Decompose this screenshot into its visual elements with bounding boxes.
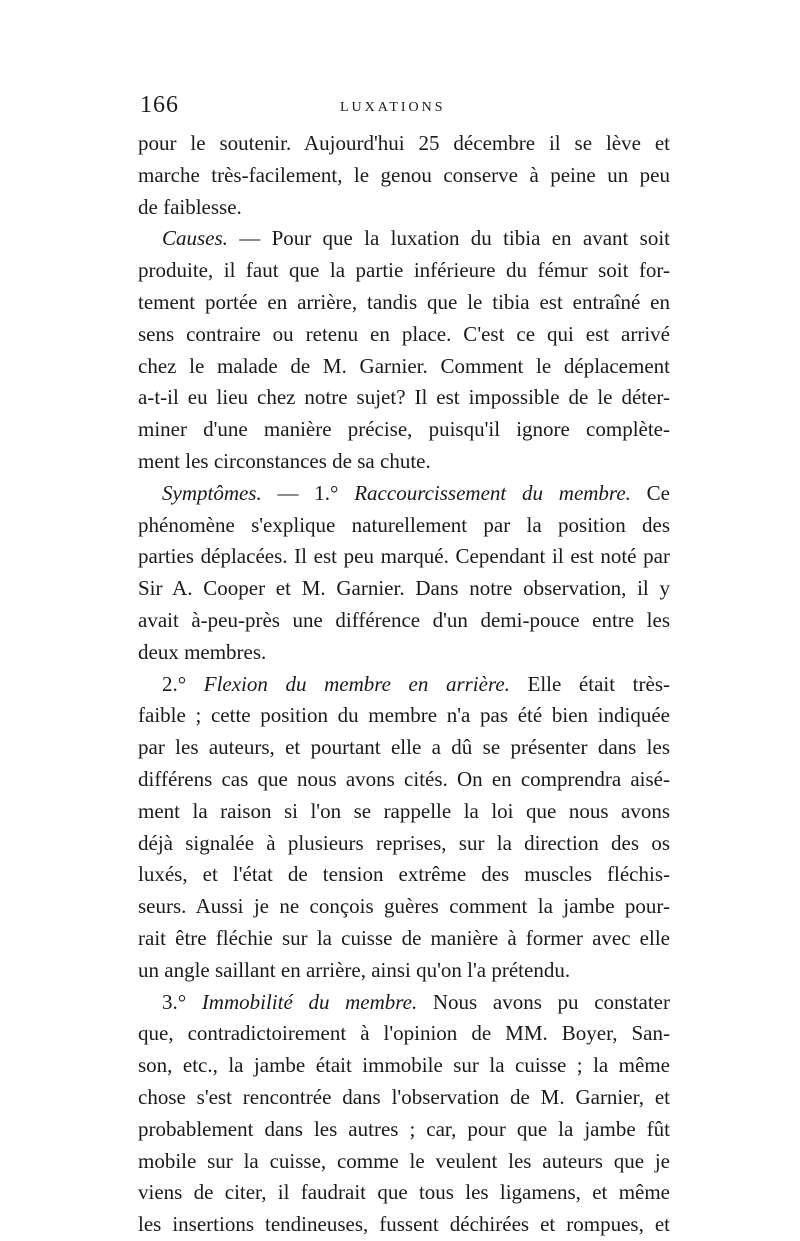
- plain-text: faible ; cette position du membre n'a pas été bien indiquée: [138, 703, 670, 728]
- text-line: [138, 160, 670, 192]
- plain-text: Ce: [630, 480, 670, 505]
- text-line: [138, 1146, 670, 1178]
- text-line: [138, 351, 670, 383]
- plain-text: miner d'une manière précise, puisqu'il ignore complète-: [138, 417, 670, 442]
- page-number: 166: [140, 92, 179, 118]
- text-line: [138, 541, 670, 573]
- plain-text: viens de citer, il faudrait que tous les ligamens, et même: [138, 1180, 670, 1205]
- plain-text: chose s'est rencontrée dans l'observation de M. Garnier, et: [138, 1084, 670, 1109]
- text-line: [138, 223, 670, 255]
- plain-text: marche très-facilement, le genou conserve à peine un peu: [138, 162, 670, 187]
- running-title: LUXATIONS: [340, 100, 446, 115]
- plain-text: son, etc., la jambe était immobile sur la cuisse ; la même: [138, 1053, 670, 1078]
- plain-text: pour le soutenir. Aujourd'hui 25 décembre il se lève et: [138, 131, 670, 155]
- text-line: [138, 1177, 670, 1209]
- text-line: [138, 605, 670, 637]
- plain-text: seurs. Aussi je ne conçois guères comment la jambe pour-: [138, 894, 670, 919]
- text-line: [138, 319, 670, 351]
- plain-text: par les auteurs, et pourtant elle a dû se présenter dans les: [138, 735, 670, 760]
- text-line: [138, 923, 670, 955]
- text-line: [138, 732, 670, 764]
- text-line: [138, 382, 670, 414]
- text-line: [138, 1114, 670, 1146]
- text-line: [138, 573, 670, 605]
- plain-text: que, contradictoirement à l'opinion de MM. Boyer, San-: [138, 1021, 670, 1046]
- plain-text: rait être fléchie sur la cuisse de manière à former avec elle: [138, 925, 670, 950]
- plain-text: Elle était très-: [509, 671, 670, 696]
- plain-text: différens cas que nous avons cités. On en comprendra aisé-: [138, 766, 670, 791]
- plain-text: chez le malade de M. Garnier. Comment le déplacement: [138, 353, 670, 378]
- text-line: [138, 669, 670, 701]
- text-line: [138, 1018, 670, 1050]
- plain-text: phénomène s'explique naturellement par la position des: [138, 512, 670, 537]
- plain-text: a-t-il eu lieu chez notre sujet? Il est impossible de le déter-: [138, 385, 670, 410]
- body-text: [138, 128, 670, 1241]
- text-line: [138, 796, 670, 828]
- plain-text: mobile sur la cuisse, comme le veulent les auteurs que je: [138, 1148, 670, 1173]
- italic-text: Symptômes.: [162, 480, 262, 505]
- italic-text: Causes.: [162, 226, 228, 251]
- plain-text: deux membres.: [138, 639, 267, 664]
- plain-text: déjà signalée à plusieurs reprises, sur la direction des os: [138, 830, 670, 855]
- text-line: [138, 478, 670, 510]
- text-line: [138, 287, 670, 319]
- text-line: [138, 828, 670, 860]
- plain-text: luxés, et l'état de tension extrême des muscles fléchis-: [138, 862, 670, 887]
- text-line: [138, 510, 670, 542]
- italic-text: Immobilité du membre.: [201, 989, 418, 1014]
- text-line: [138, 987, 670, 1019]
- plain-text: — Pour que la luxation du tibia en avant soit: [227, 226, 670, 251]
- plain-text: avait à-peu-près une différence d'un demi-pouce entre les: [138, 607, 670, 632]
- plain-text: probablement dans les autres ; car, pour que la jambe fût: [138, 1116, 670, 1141]
- italic-text: Raccourcissement du membre.: [354, 480, 631, 505]
- page-header: [140, 92, 670, 122]
- plain-text: tement portée en arrière, tandis que le tibia est entraîné en: [138, 289, 670, 314]
- plain-text: — 1.°: [261, 480, 355, 505]
- text-line: [138, 255, 670, 287]
- plain-text: Nous avons pu constater: [417, 989, 670, 1014]
- plain-text: parties déplacées. Il est peu marqué. Cependant il est noté par: [138, 544, 670, 569]
- plain-text: de faiblesse.: [138, 194, 242, 219]
- text-line: [138, 1082, 670, 1114]
- plain-text: ment la raison si l'on se rappelle la loi que nous avons: [138, 798, 670, 823]
- plain-text: 3.°: [162, 989, 202, 1014]
- text-line: [138, 637, 670, 669]
- text-line: [138, 128, 670, 160]
- plain-text: ment les circonstances de sa chute.: [138, 448, 431, 473]
- text-line: [138, 192, 670, 224]
- plain-text: sens contraire ou retenu en place. C'est ce qui est arrivé: [138, 321, 670, 346]
- text-line: [138, 955, 670, 987]
- text-line: [138, 891, 670, 923]
- text-line: [138, 700, 670, 732]
- plain-text: les insertions tendineuses, fussent déchirées et rompues, et: [138, 1212, 670, 1237]
- text-line: [138, 764, 670, 796]
- text-line: [138, 1209, 670, 1241]
- plain-text: un angle saillant en arrière, ainsi qu'on l'a prétendu.: [138, 957, 571, 982]
- text-line: [138, 1050, 670, 1082]
- plain-text: produite, il faut que la partie inférieure du fémur soit for-: [138, 258, 670, 283]
- italic-text: Flexion du membre en arrière.: [203, 671, 510, 696]
- plain-text: 2.°: [162, 671, 204, 696]
- text-line: [138, 446, 670, 478]
- text-line: [138, 859, 670, 891]
- plain-text: Sir A. Cooper et M. Garnier. Dans notre observation, il y: [138, 576, 670, 601]
- text-line: [138, 414, 670, 446]
